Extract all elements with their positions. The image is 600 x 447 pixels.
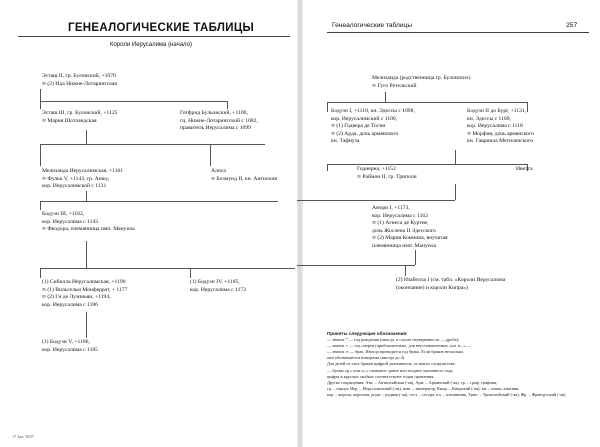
- connector: [40, 201, 41, 210]
- connector: [190, 268, 191, 278]
- person-isabella-i: (2) Изабелла I (см. табл. «Короли Иерусалима (окончание) и короли Кипра»): [396, 277, 506, 291]
- legend-line: — значок * — год рождения (иногда, в случае неуверенности — дробь);: [327, 337, 460, 343]
- legend-line: — значок + — год смерти (приблизительно, для неустановленных «ум. в...» —: [327, 343, 471, 349]
- person-godfrey: Готфрид Бульонский, +1100, гц. Нижне-Лотарингский с 1082, правитель Иерусалима с 1099: [180, 110, 258, 132]
- connector: [297, 265, 415, 266]
- legend-line: Для детей от этих браков цифрой указывается, от какого супружества:: [327, 361, 456, 367]
- person-baldwin-iv: (1) Бодуэн IV, +1185, кор. Иерусалима с 1173: [190, 279, 246, 293]
- left-footer: 17 Зак. 3037: [12, 434, 34, 439]
- person-sibylla: (1) Сибилла Иерусалимская, +1190 ∞ (1) Вильгельм Монферрат, + 1177 ∞ (2) Ги де Лузиньян, +1194, кор. Иерусалима с 1186: [42, 279, 128, 308]
- connector: [227, 101, 228, 109]
- connector: [86, 241, 87, 268]
- legend-line: они обозначаются номерами (иногда до 4).: [327, 355, 406, 361]
- connector: [210, 144, 211, 166]
- person-eustace-ii: Эсташ II, гр. Булонский, +1070 ∞ (2) Ида Нижне-Лотарингская: [42, 73, 117, 87]
- connector: [455, 184, 456, 200]
- person-amalric-i: Амори I, +1173, кор. Иерусалима с 1162 ∞ (1) Агнеса де Куртне, дочь Жослена II Эдесского ∞ (2) Мария Комнина, внучатая племянница имп. Мануила: [372, 205, 448, 249]
- right-header-title: Генеалогические таблицы: [332, 22, 413, 29]
- person-melisende: Мелизанда Иерусалимская, +1161 ∞ Фульк V, +1143, гр. Анжу, кор. Иерусалимской с 1131: [42, 168, 124, 190]
- connector: [40, 201, 278, 202]
- person-melisende-parent: Мелизанда (родственница гр. Булонских) ∞ Гуго Ретельский: [372, 75, 471, 89]
- connector: [40, 268, 295, 269]
- connector: [327, 164, 328, 171]
- connector: [40, 268, 41, 278]
- connector: [40, 101, 41, 109]
- left-page-title: ГЕНЕАЛОГИЧЕСКИЕ ТАБЛИЦЫ: [68, 22, 255, 34]
- person-alice: Алиса ∞ Боэмунд II, кн. Антиохии: [211, 168, 278, 182]
- person-ivetta: Иветта: [516, 166, 533, 172]
- connector: [385, 92, 386, 102]
- person-baldwin-iii: Бодуэн III, +1162, кор. Иерусалима с 1143 ∞ Феодора, племянница имп. Мануила: [42, 211, 135, 233]
- book-gutter: [297, 0, 303, 447]
- person-eustace-iii: Эсташ III, гр. Булонский, +1125 ∞ Мария Шотландская: [42, 110, 118, 124]
- connector: [415, 250, 416, 265]
- connector: [455, 150, 456, 164]
- person-baldwin-ii: Бодуэн II до Бург, +1131, кн. Эдессы с 1100, кор. Иерусалима с 1118 ∞ Морфия, дочь армянского кн. Гавриила Метиленского: [467, 108, 535, 145]
- connector: [297, 200, 455, 201]
- legend-line: кор. – король, королева, родн. – родная (-ая), сест. – сестра, пл. – племянник, Трип. – Триполийский (-ая), Фр. – Французский (-ая): [327, 391, 566, 397]
- connector: [405, 265, 406, 276]
- table-subtitle: Короли Иерусалима (начало): [110, 42, 192, 48]
- connector: [40, 144, 265, 145]
- notation-legend: [327, 331, 585, 398]
- person-baldwin-v: (1) Бодуэн V, +1186, кор. Иерусалима с 1185: [42, 339, 98, 353]
- connector: [40, 144, 41, 166]
- connector: [327, 102, 527, 103]
- page-number: 257: [566, 22, 578, 29]
- connector: [86, 191, 87, 201]
- connector: [40, 101, 227, 102]
- connector: [327, 102, 328, 112]
- title-rule: [18, 36, 290, 37]
- connector: [86, 312, 87, 338]
- legend-line: Другие сокращения: Ант. – Антиохийская (-ая), Арм. – Армянский (-ая), гр. – граф, графиня,: [327, 379, 498, 385]
- legend-line: — значок ∞ — брак. Иногда приводится год брака. Если браков несколько,: [327, 349, 465, 355]
- legend-title: Приняты следующие обозначения:: [327, 331, 408, 336]
- header-rule: [327, 32, 589, 33]
- legend-line: цифры в круглых скобках соответствуют годам правления.: [327, 373, 435, 379]
- connector: [327, 164, 527, 165]
- connector: [86, 130, 87, 144]
- legend-line: — буквы «р.» или «с.» означают: ранее или позднее указанного года;: [327, 367, 454, 373]
- person-hodierna: Годиерна, +1152 ∞ Раймон II, гр. Триполи: [357, 166, 417, 180]
- legend-line: гц. – герцог, Иер. – Иерусалимский (-ая), имп. – император, Кипр. – Кипрский (-ая), кн. – князь, княгиня,: [327, 385, 520, 391]
- connector: [40, 89, 41, 101]
- person-baldwin-i: Бодуэн I, +1118, кн. Эдессы с 1098, кор. Иерусалимский с 1100, ∞ (1) Годвера де Тосни ∞ (2) Арда, дочь армянского кн. Тафнуза: [331, 108, 415, 145]
